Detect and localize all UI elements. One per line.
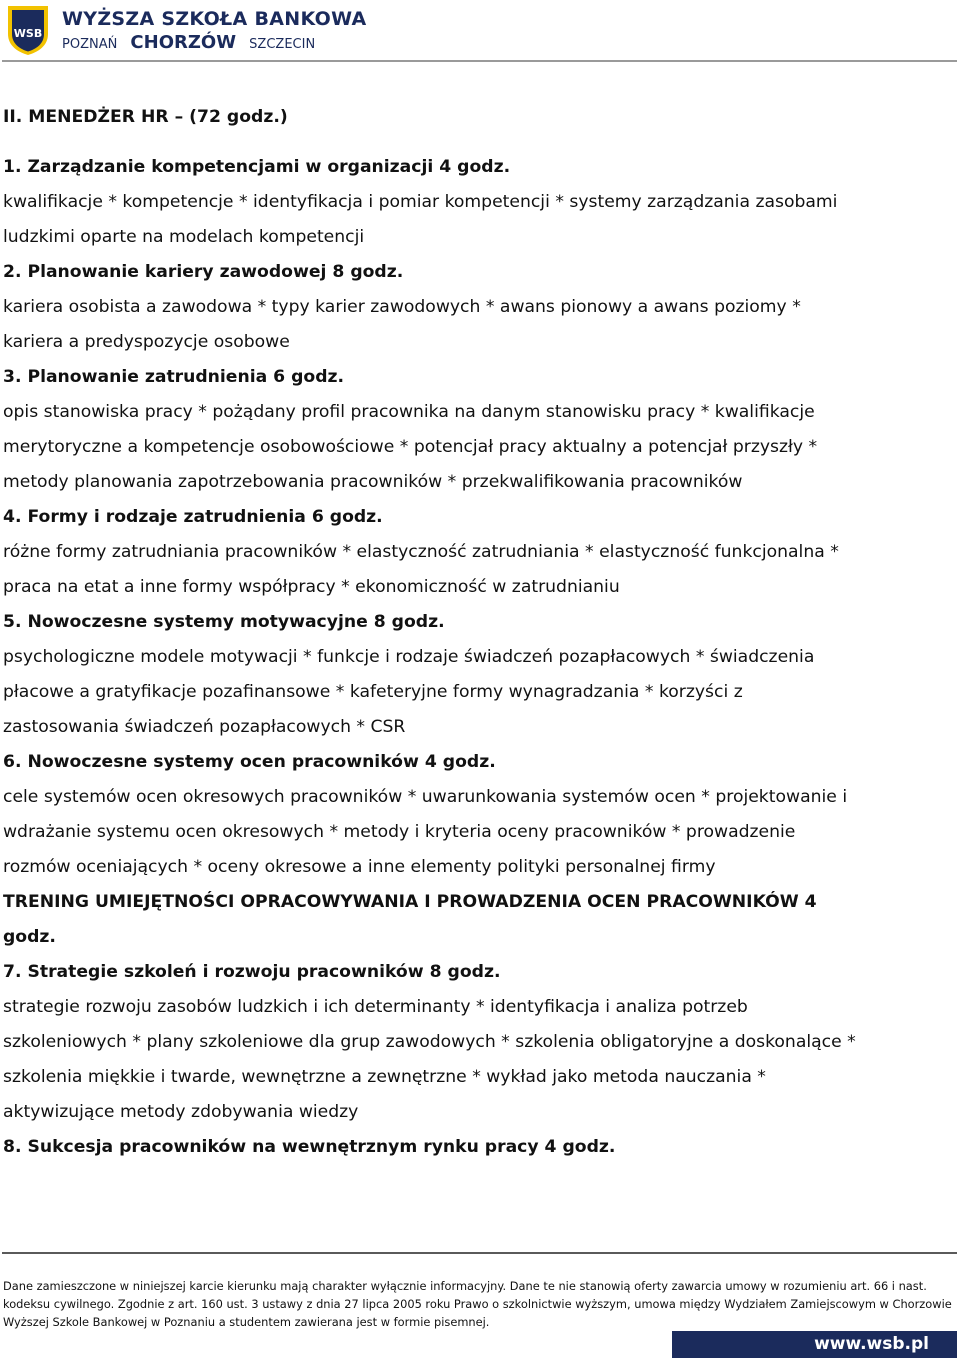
city-chorzow: CHORZÓW (130, 32, 237, 53)
website-link[interactable]: www.wsb.pl (672, 1331, 957, 1358)
section-text: psychologiczne modele motywacji * funkcje i rodzaje świadczeń pozapłacowych * świadczenia (3, 647, 815, 667)
section-text: aktywizujące metody zdobywania wiedzy (3, 1102, 359, 1122)
header-divider (2, 60, 957, 62)
section-text: szkoleniowych * plany szkoleniowe dla grup zawodowych * szkolenia obligatoryjne a doskonalące * (3, 1032, 856, 1052)
section-text: metody planowania zapotrzebowania pracowników * przekwalifikowania pracowników (3, 472, 743, 492)
section-text: strategie rozwoju zasobów ludzkich i ich determinanty * identyfikacja i analiza potrzeb (3, 997, 748, 1017)
section-text: cele systemów ocen okresowych pracowników * uwarunkowania systemów ocen * projektowanie i (3, 787, 848, 807)
section-text: kwalifikacje * kompetencje * identyfikacja i pomiar kompetencji * systemy zarządzania zasobami (3, 192, 838, 212)
section-heading: TRENING UMIEJĘTNOŚCI OPRACOWYWANIA I PROWADZENIA OCEN PRACOWNIKÓW 4 (3, 892, 817, 912)
city-poznan: POZNAŃ (62, 37, 118, 52)
brand-name: WYŻSZA SZKOŁA BANKOWA (62, 8, 367, 30)
section-text: wdrażanie systemu ocen okresowych * metody i kryteria oceny pracowników * prowadzenie (3, 822, 796, 842)
section-heading: 7. Strategie szkoleń i rozwoju pracowników 8 godz. (3, 962, 501, 982)
footer-line: Dane zamieszczone w niniejszej karcie kierunku mają charakter wyłącznie informacyjny. Dane te nie stanowią oferty zawarcia umowy w rozumieniu art. 66 i nast. (3, 1279, 927, 1293)
section-heading: 5. Nowoczesne systemy motywacyjne 8 godz. (3, 612, 445, 632)
section-text: praca na etat a inne formy współpracy * ekonomiczność w zatrudnianiu (3, 577, 620, 597)
section-text: kariera a predyspozycje osobowe (3, 332, 290, 352)
section-heading: 4. Formy i rodzaje zatrudnienia 6 godz. (3, 507, 383, 527)
footer-disclaimer (3, 1277, 955, 1331)
section-text: szkolenia miękkie i twarde, wewnętrzne a zewnętrzne * wykład jako metoda nauczania * (3, 1067, 766, 1087)
section-heading: 1. Zarządzanie kompetencjami w organizacji 4 godz. (3, 157, 511, 177)
city-szczecin: SZCZECIN (249, 37, 316, 52)
section-text: różne formy zatrudniania pracowników * elastyczność zatrudniania * elastyczność funkcjonalna * (3, 542, 839, 562)
footer-divider (2, 1252, 957, 1254)
section-text: merytoryczne a kompetencje osobowościowe * potencjał pracy aktualny a potencjał przyszły * (3, 437, 818, 457)
section-text: płacowe a gratyfikacje pozafinansowe * kafeteryjne formy wynagradzania * korzyści z (3, 682, 743, 702)
footer-line: Wyższej Szkole Bankowej w Poznaniu a studentem zawierana jest w formie pisemnej. (3, 1315, 490, 1329)
logo-text: WSB (13, 27, 43, 40)
wsb-shield-logo (4, 4, 52, 56)
document-title: II. MENEDŻER HR – (72 godz.) (3, 107, 288, 127)
section-text: kariera osobista a zawodowa * typy karier zawodowych * awans pionowy a awans poziomy * (3, 297, 801, 317)
footer-line: kodeksu cywilnego. Zgodnie z art. 160 ust. 3 ustawy z dnia 27 lipca 2005 roku Prawo o szkolnictwie wyższym, umowa między Wydziałem Zamiejscowym w Chorzowie (3, 1297, 952, 1311)
section-heading: 3. Planowanie zatrudnienia 6 godz. (3, 367, 345, 387)
brand-cities (62, 32, 323, 53)
section-heading: 6. Nowoczesne systemy ocen pracowników 4 godz. (3, 752, 496, 772)
section-heading: godz. (3, 927, 56, 947)
section-text: opis stanowiska pracy * pożądany profil pracownika na danym stanowisku pracy * kwalifikacje (3, 402, 815, 422)
section-text: zastosowania świadczeń pozapłacowych * CSR (3, 717, 406, 737)
section-heading: 8. Sukcesja pracowników na wewnętrznym rynku pracy 4 godz. (3, 1137, 616, 1157)
section-text: rozmów oceniających * oceny okresowe a inne elementy polityki personalnej firmy (3, 857, 716, 877)
document-body (3, 100, 953, 1165)
section-text: ludzkimi oparte na modelach kompetencji (3, 227, 365, 247)
section-heading: 2. Planowanie kariery zawodowej 8 godz. (3, 262, 404, 282)
document-lines (3, 150, 953, 1165)
page-header (0, 0, 960, 62)
